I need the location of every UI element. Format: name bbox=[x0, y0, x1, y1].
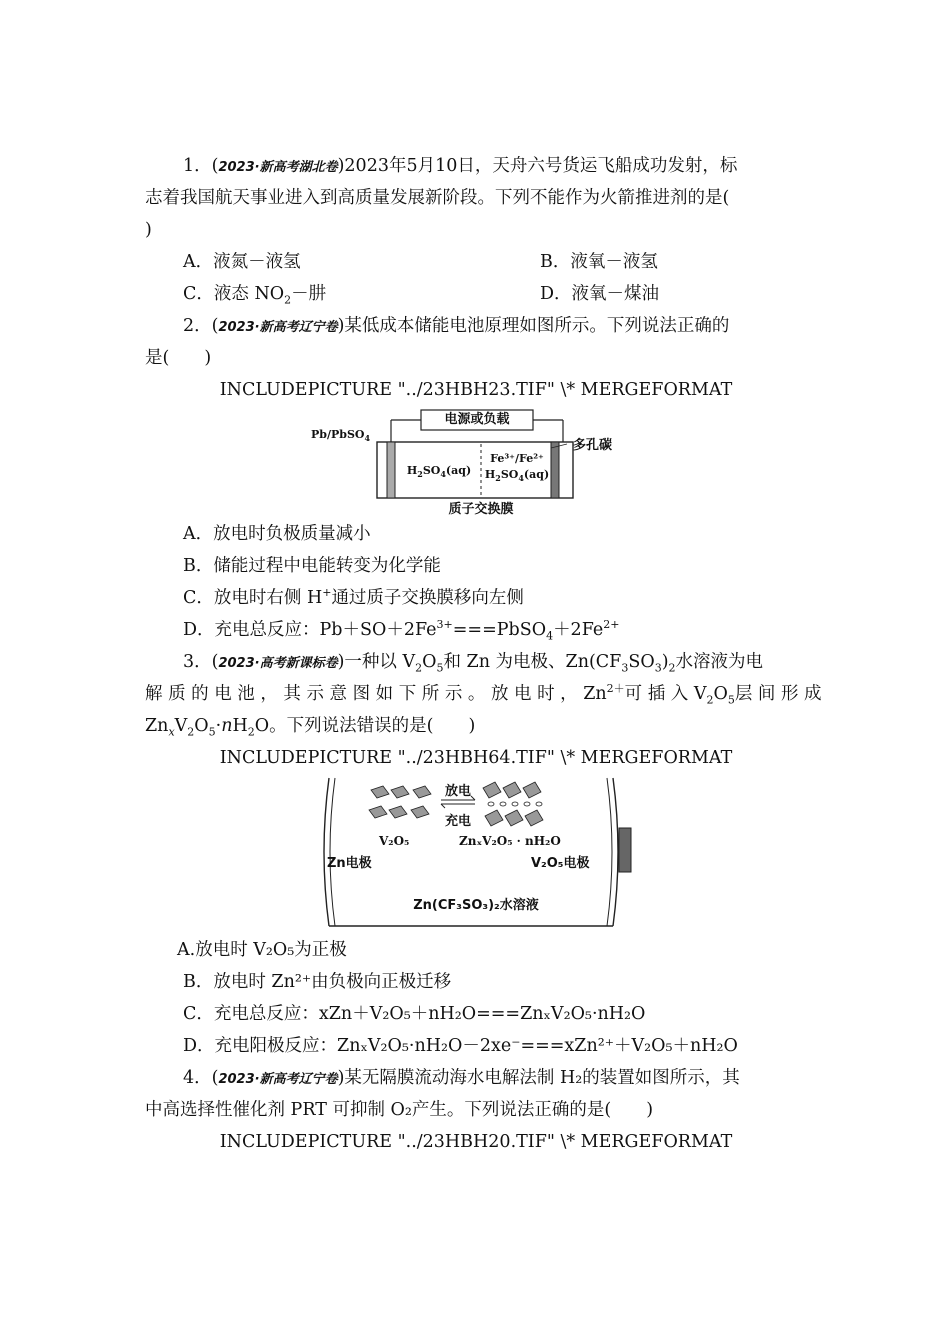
q2-include-field: INCLUDEPICTURE "../23HBH23.TIF" \* MERGEFORMAT bbox=[219, 380, 733, 400]
q1-line-3: ) bbox=[145, 220, 152, 240]
q3-line-3: $Zn_xV_2O_5\cdot nH_2O$。下列说法错误的是( ) bbox=[145, 716, 476, 739]
znv-label: ZnₓV₂O₅ · nH₂O bbox=[459, 834, 561, 848]
right-electrode-label: 多孔碳 bbox=[573, 438, 613, 453]
q2-option-c[interactable]: C．放电时右侧 H+通过质子交换膜移向左侧 bbox=[183, 586, 524, 608]
charge-label: 充电 bbox=[444, 814, 471, 829]
zn-electrode-label: Zn电极 bbox=[327, 856, 372, 871]
right-ion-label: Fe³⁺/Fe²⁺ bbox=[490, 452, 544, 465]
q2-source: 2023·新高考辽宁卷 bbox=[218, 320, 338, 335]
left-solution-label: $H_2SO_4(aq)$ bbox=[406, 464, 472, 480]
discharge-label: 放电 bbox=[444, 784, 471, 799]
battery-diagram bbox=[311, 408, 641, 516]
q1-text-1: )2023年5月10日，天舟六号货运飞船成功发射，标 bbox=[337, 156, 738, 176]
q4-line-2: 中高选择性催化剂 PRT 可抑制 O₂产生。下列说法正确的是( ) bbox=[145, 1100, 654, 1120]
q2-option-d[interactable]: D．充电总反应：$Pb+SO+2Fe^{3+}===PbSO_4+2Fe^{2+}$ bbox=[183, 618, 620, 643]
q1-option-d[interactable]: D．液氧－煤油 bbox=[540, 284, 660, 304]
q2-option-b[interactable]: B．储能过程中电能转变为化学能 bbox=[183, 556, 441, 576]
v2o5-label: V₂O₅ bbox=[379, 834, 410, 848]
q1-option-b[interactable]: B．液氧－液氢 bbox=[540, 252, 658, 272]
q1-source: 2023·新高考湖北卷 bbox=[218, 160, 338, 175]
q3-option-a[interactable]: A.放电时 V₂O₅为正极 bbox=[177, 940, 347, 960]
q2-line-1: 2．(2023·新高考辽宁卷)某低成本储能电池原理如图所示。下列说法正确的 bbox=[183, 316, 730, 336]
q3-line-2: 解 质 的 电 池 ， 其 示 意 图 如 下 所 示 。 放 电 时 ， $Zn^{2+}$可 插 入 $V_2O_5$层 间 形 成 bbox=[145, 682, 822, 707]
q2-line-2: 是( ) bbox=[145, 348, 212, 368]
q2-option-a[interactable]: A．放电时负极质量减小 bbox=[183, 524, 371, 544]
power-label: 电源或负载 bbox=[444, 412, 510, 427]
q3-include-field: INCLUDEPICTURE "../23HBH64.TIF" \* MERGEFORMAT bbox=[219, 748, 733, 768]
membrane-label: 质子交换膜 bbox=[448, 502, 514, 517]
q3-line-1: 3．(2023·高考新课标卷)一种以 $V_2O_5$和 Zn 为电极、$Zn(CF_3SO_3)_2$水溶液为电 bbox=[183, 652, 764, 675]
q4-include-field: INCLUDEPICTURE "../23HBH20.TIF" \* MERGEFORMAT bbox=[219, 1132, 733, 1152]
q4-source: 2023·新高考辽宁卷 bbox=[218, 1072, 338, 1087]
solution-label: Zn(CF₃SO₃)₂水溶液 bbox=[413, 898, 539, 913]
document-page bbox=[145, 150, 822, 1158]
v2o5-electrode-label: V₂O₅电极 bbox=[531, 856, 590, 871]
q1-option-a[interactable]: A．液氮－液氢 bbox=[183, 252, 301, 272]
q1-options-ab bbox=[145, 246, 807, 278]
q1-options-cd bbox=[145, 278, 807, 310]
zinc-battery-diagram bbox=[311, 776, 641, 932]
q3-option-c[interactable]: C．充电总反应：xZn＋V₂O₅＋nH₂O===ZnₓV₂O₅·nH₂O bbox=[183, 1004, 646, 1024]
q3-source: 2023·高考新课标卷 bbox=[218, 656, 338, 671]
q1-line-1 bbox=[145, 150, 807, 182]
right-solution-label: $H_2SO_4(aq)$ bbox=[484, 468, 550, 484]
q3-option-b[interactable]: B．放电时 Zn²⁺由负极向正极迁移 bbox=[183, 972, 452, 992]
q1-number: 1．( bbox=[183, 156, 219, 176]
q1-line-2: 志着我国航天事业进入到高质量发展新阶段。下列不能作为火箭推进剂的是( bbox=[145, 188, 730, 208]
q1-option-c[interactable]: C．液态 $NO_2-$肼 bbox=[183, 284, 327, 307]
q4-line-1: 4．(2023·新高考辽宁卷)某无隔膜流动海水电解法制 H₂的装置如图所示，其 bbox=[183, 1068, 740, 1088]
left-electrode-label: Pb/PbSO$_4$ bbox=[311, 428, 371, 444]
q3-option-d[interactable]: D．充电阳极反应：ZnₓV₂O₅·nH₂O－2xe⁻===xZn²⁺＋V₂O₅＋nH₂O bbox=[183, 1036, 738, 1056]
